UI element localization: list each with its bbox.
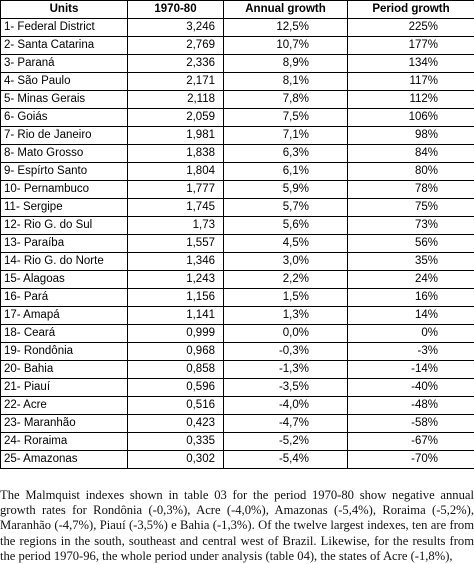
cell-1970-80: 1,777	[128, 181, 224, 199]
cell-unit: 10- Pernambuco	[1, 181, 128, 199]
cell-period-growth: 177%	[348, 37, 474, 55]
cell-period-growth: 112%	[348, 91, 474, 109]
header-units: Units	[1, 1, 128, 19]
cell-1970-80: 2,769	[128, 37, 224, 55]
cell-period-growth: 84%	[348, 145, 474, 163]
cell-1970-80: 2,059	[128, 109, 224, 127]
table-row	[1, 361, 474, 379]
cell-unit: 3- Paraná	[1, 55, 128, 73]
table-row	[1, 415, 474, 433]
table-row	[1, 217, 474, 235]
cell-period-growth: 80%	[348, 163, 474, 181]
cell-annual-growth: 3,0%	[224, 253, 348, 271]
cell-period-growth: 0%	[348, 325, 474, 343]
table-row	[1, 91, 474, 109]
cell-unit: 18- Ceará	[1, 325, 128, 343]
cell-unit: 12- Rio G. do Sul	[1, 217, 128, 235]
cell-annual-growth: 6,1%	[224, 163, 348, 181]
cell-unit: 16- Pará	[1, 289, 128, 307]
cell-period-growth: -48%	[348, 397, 474, 415]
cell-period-growth: 35%	[348, 253, 474, 271]
table-row	[1, 145, 474, 163]
cell-unit: 25- Amazonas	[1, 451, 128, 469]
cell-1970-80: 1,346	[128, 253, 224, 271]
cell-unit: 1- Federal District	[1, 19, 128, 37]
cell-1970-80: 0,516	[128, 397, 224, 415]
cell-period-growth: 73%	[348, 217, 474, 235]
cell-period-growth: 16%	[348, 289, 474, 307]
cell-annual-growth: 5,7%	[224, 199, 348, 217]
cell-period-growth: 56%	[348, 235, 474, 253]
cell-period-growth: 106%	[348, 109, 474, 127]
cell-annual-growth: 4,5%	[224, 235, 348, 253]
cell-1970-80: 0,858	[128, 361, 224, 379]
cell-annual-growth: -5,4%	[224, 451, 348, 469]
table-row	[1, 289, 474, 307]
cell-1970-80: 1,981	[128, 127, 224, 145]
cell-period-growth: -14%	[348, 361, 474, 379]
cell-unit: 7- Rio de Janeiro	[1, 127, 128, 145]
cell-unit: 24- Roraima	[1, 433, 128, 451]
cell-1970-80: 1,243	[128, 271, 224, 289]
cell-annual-growth: -4,0%	[224, 397, 348, 415]
cell-unit: 23- Maranhão	[1, 415, 128, 433]
cell-unit: 22- Acre	[1, 397, 128, 415]
cell-1970-80: 1,804	[128, 163, 224, 181]
cell-annual-growth: 10,7%	[224, 37, 348, 55]
header-annual-growth: Annual growth	[224, 1, 348, 19]
table-row	[1, 163, 474, 181]
table-row	[1, 451, 474, 469]
cell-unit: 21- Piauí	[1, 379, 128, 397]
cell-unit: 11- Sergipe	[1, 199, 128, 217]
header-period-growth: Period growth	[348, 1, 474, 19]
table-header-row	[1, 1, 474, 19]
cell-1970-80: 2,171	[128, 73, 224, 91]
cell-1970-80: 0,596	[128, 379, 224, 397]
cell-unit: 20- Bahia	[1, 361, 128, 379]
cell-period-growth: -70%	[348, 451, 474, 469]
cell-1970-80: 1,557	[128, 235, 224, 253]
cell-1970-80: 0,335	[128, 433, 224, 451]
cell-annual-growth: 8,1%	[224, 73, 348, 91]
cell-1970-80: 0,302	[128, 451, 224, 469]
cell-unit: 9- Espírto Santo	[1, 163, 128, 181]
table-row	[1, 109, 474, 127]
cell-1970-80: 1,838	[128, 145, 224, 163]
cell-unit: 5- Minas Gerais	[1, 91, 128, 109]
table-row	[1, 73, 474, 91]
table-row	[1, 379, 474, 397]
cell-period-growth: 134%	[348, 55, 474, 73]
cell-unit: 13- Paraíba	[1, 235, 128, 253]
cell-annual-growth: -1,3%	[224, 361, 348, 379]
table-row	[1, 37, 474, 55]
cell-period-growth: 98%	[348, 127, 474, 145]
cell-annual-growth: 2,2%	[224, 271, 348, 289]
cell-1970-80: 2,336	[128, 55, 224, 73]
cell-1970-80: 2,118	[128, 91, 224, 109]
table-row	[1, 235, 474, 253]
cell-annual-growth: 1,5%	[224, 289, 348, 307]
table-row	[1, 307, 474, 325]
cell-annual-growth: 8,9%	[224, 55, 348, 73]
cell-1970-80: 1,745	[128, 199, 224, 217]
cell-unit: 2- Santa Catarina	[1, 37, 128, 55]
cell-unit: 14- Rio G. do Norte	[1, 253, 128, 271]
cell-period-growth: 14%	[348, 307, 474, 325]
cell-period-growth: 75%	[348, 199, 474, 217]
cell-annual-growth: 7,1%	[224, 127, 348, 145]
cell-1970-80: 1,73	[128, 217, 224, 235]
cell-period-growth: 225%	[348, 19, 474, 37]
table-row	[1, 19, 474, 37]
cell-annual-growth: 1,3%	[224, 307, 348, 325]
cell-period-growth: -67%	[348, 433, 474, 451]
cell-1970-80: 1,141	[128, 307, 224, 325]
cell-period-growth: 24%	[348, 271, 474, 289]
table-row	[1, 199, 474, 217]
cell-unit: 15- Alagoas	[1, 271, 128, 289]
cell-annual-growth: 7,8%	[224, 91, 348, 109]
cell-annual-growth: -5,2%	[224, 433, 348, 451]
cell-1970-80: 0,423	[128, 415, 224, 433]
table-row	[1, 343, 474, 361]
cell-period-growth: -3%	[348, 343, 474, 361]
cell-annual-growth: 5,6%	[224, 217, 348, 235]
cell-1970-80: 1,156	[128, 289, 224, 307]
cell-period-growth: -58%	[348, 415, 474, 433]
table-row	[1, 271, 474, 289]
table-row	[1, 253, 474, 271]
cell-annual-growth: -4,7%	[224, 415, 348, 433]
cell-annual-growth: 0,0%	[224, 325, 348, 343]
table-row	[1, 325, 474, 343]
cell-annual-growth: -0,3%	[224, 343, 348, 361]
table-row	[1, 55, 474, 73]
cell-unit: 8- Mato Grosso	[1, 145, 128, 163]
cell-1970-80: 0,968	[128, 343, 224, 361]
header-1970-80: 1970-80	[128, 1, 224, 19]
cell-unit: 17- Amapá	[1, 307, 128, 325]
cell-unit: 6- Goiás	[1, 109, 128, 127]
cell-unit: 19- Rondônia	[1, 343, 128, 361]
cell-annual-growth: -3,5%	[224, 379, 348, 397]
cell-annual-growth: 6,3%	[224, 145, 348, 163]
cell-annual-growth: 12,5%	[224, 19, 348, 37]
cell-annual-growth: 5,9%	[224, 181, 348, 199]
cell-annual-growth: 7,5%	[224, 109, 348, 127]
body-paragraph: The Malmquist indexes shown in table 03 for the period 1970-80 show negative annual growth rates for Rondônia (-0,3%), Acre (-4,0%), Amazonas (-5,4%), Roraima (-5,2%), Maranhão (-4,7%), Piauí (-3,5%) e Bahia (-1,3%). Of the twelve largest indexes, ten are from the regions in the south, southeast and central west of Brazil. Likewise, for the results from the period 1970-96, the whole period under analysis (table 04), the states of Acre (-1,8%),	[0, 488, 474, 564]
cell-period-growth: 117%	[348, 73, 474, 91]
table-row	[1, 397, 474, 415]
table-row	[1, 127, 474, 145]
table-body	[1, 19, 474, 469]
cell-unit: 4- São Paulo	[1, 73, 128, 91]
table-row	[1, 181, 474, 199]
cell-1970-80: 3,246	[128, 19, 224, 37]
table-row	[1, 433, 474, 451]
cell-1970-80: 0,999	[128, 325, 224, 343]
cell-period-growth: -40%	[348, 379, 474, 397]
cell-period-growth: 78%	[348, 181, 474, 199]
